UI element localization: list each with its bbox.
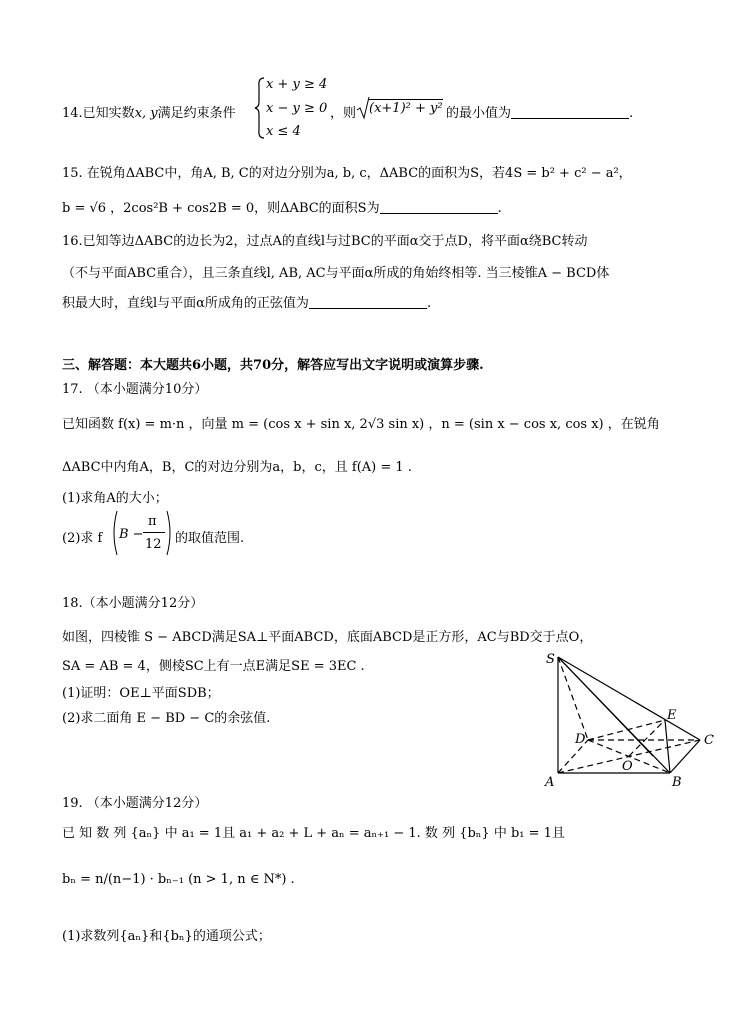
label-D: D xyxy=(575,732,586,747)
q17-line-2: ΔABC中内角A，B，C的对边分别为a，b，c，且 f(A) = 1 . xyxy=(62,460,412,475)
q17-part-2-b: B − xyxy=(119,527,144,542)
segment-S-to-O xyxy=(558,657,653,756)
label-A: A xyxy=(545,775,555,790)
q17-header: 17. （本小题满分10分） xyxy=(62,382,208,397)
q16-line-3-text: 积最大时，直线l与平面α所成角的正弦值为 xyxy=(62,296,309,311)
q17-frac-num: π xyxy=(148,514,157,529)
q14-constraint-3: x ≤ 4 xyxy=(266,124,301,139)
q14-sqrt-body xyxy=(369,99,443,116)
q19-part-1: (1)求数列{aₙ}和{bₙ}的通项公式； xyxy=(62,929,271,944)
q18-header: 18.（本小题满分12分） xyxy=(62,596,204,611)
q17-part-1: (1)求角A的大小； xyxy=(62,491,168,506)
q14-expression: (x+1)² + y² xyxy=(369,101,443,116)
q14-tail xyxy=(330,102,356,121)
q17-part-2 xyxy=(62,527,102,546)
label-C: C xyxy=(704,733,714,748)
q14-answer-blank[interactable] xyxy=(511,106,629,119)
q15-line-1: 15. 在锐角ΔABC中，角A, B, C的对边分别为a, b, c，ΔABC的面积为S，若4S = b² + c² − a²， xyxy=(62,166,632,181)
q16-end: . xyxy=(426,296,432,311)
edge-SC xyxy=(558,657,700,740)
label-O: O xyxy=(622,759,633,774)
edge-BE xyxy=(665,720,670,773)
q14-sqrt-sign xyxy=(356,96,370,120)
edge-SD xyxy=(558,657,588,740)
q15-line-2-text: b = √6 ，2cos²B + cos2B = 0，则ΔABC的面积S为 xyxy=(62,201,380,216)
q18-part-1: (1)证明：OE⊥平面SDB； xyxy=(62,686,220,701)
q14-suffix-line xyxy=(446,102,633,121)
q14-text-start: 14.已知实数 xyxy=(62,106,135,121)
q18-part-2: (2)求二面角 E − BD − C的余弦值. xyxy=(62,711,271,726)
q17-paren-left xyxy=(110,510,118,556)
q17-paren-right xyxy=(166,510,174,556)
pyramid-figure xyxy=(540,645,725,790)
edge-BC xyxy=(670,740,700,773)
q16-line-1: 16.已知等边ΔABC的边长为2，过点A的直线l与过BC的平面α交于点D，将平面α绕BC转动 xyxy=(62,234,588,249)
q18-line-1: 如图，四棱锥 S − ABCD满足SA⊥平面ABCD，底面ABCD是正方形，AC与BD交于点O， xyxy=(62,630,593,645)
q14-constraint-2: x − y ≥ 0 xyxy=(266,101,328,116)
label-S: S xyxy=(546,652,555,667)
q16-line-2: （不与平面ABC重合），且三条直线l, AB, AC与平面α所成的角始终相等. 当三棱锥A − BCD体 xyxy=(62,266,610,281)
q14-mid: 满足约束条件 xyxy=(157,106,236,121)
q18-line-2: SA = AB = 4，侧棱SC上有一点E满足SE = 3EC . xyxy=(62,659,365,674)
label-E: E xyxy=(667,708,677,723)
q16-answer-blank[interactable] xyxy=(309,296,427,309)
q14-constraint-1: x + y ≥ 4 xyxy=(266,77,328,92)
q17-part-2-post: 的取值范围. xyxy=(175,531,245,546)
q15-answer-blank[interactable] xyxy=(380,201,498,214)
q17-line-1: 已知函数 f(x) = m·n ，向量 m = (cos x + sin x, 2√3 sin x) ，n = (sin x − cos x, cos x) ，在锐角 xyxy=(62,417,660,432)
q17-part-2-pre: (2)求 f xyxy=(62,531,103,546)
q14-brace xyxy=(254,76,266,140)
q14-end: . xyxy=(629,106,634,121)
q19-line-2: bₙ = n/(n−1) · bₙ₋₁ (n > 1, n ∈ N*) . xyxy=(62,872,295,887)
section-3-heading: 三、解答题：本大题共6小题，共70分，解答应写出文字说明或演算步骤. xyxy=(62,358,484,373)
q14-vars: x, y xyxy=(134,106,158,121)
segment-DE xyxy=(588,720,665,740)
q15-end: . xyxy=(497,201,502,216)
q14-suffix: 的最小值为 xyxy=(446,106,512,121)
q14-then: ，则 xyxy=(330,106,357,121)
q19-header: 19. （本小题满分12分） xyxy=(62,796,208,811)
q16-line-3 xyxy=(62,292,431,311)
q15-line-2 xyxy=(62,197,502,216)
q17-frac-den: 12 xyxy=(145,537,162,552)
q17-frac-bar xyxy=(143,532,165,533)
q14-prefix xyxy=(62,102,236,121)
label-B: B xyxy=(672,775,682,790)
q19-line-1: 已 知 数 列 {aₙ} 中 a₁ = 1且 a₁ + a₂ + L + aₙ = aₙ₊₁ − 1. 数 列 {bₙ} 中 b₁ = 1且 xyxy=(62,826,565,841)
